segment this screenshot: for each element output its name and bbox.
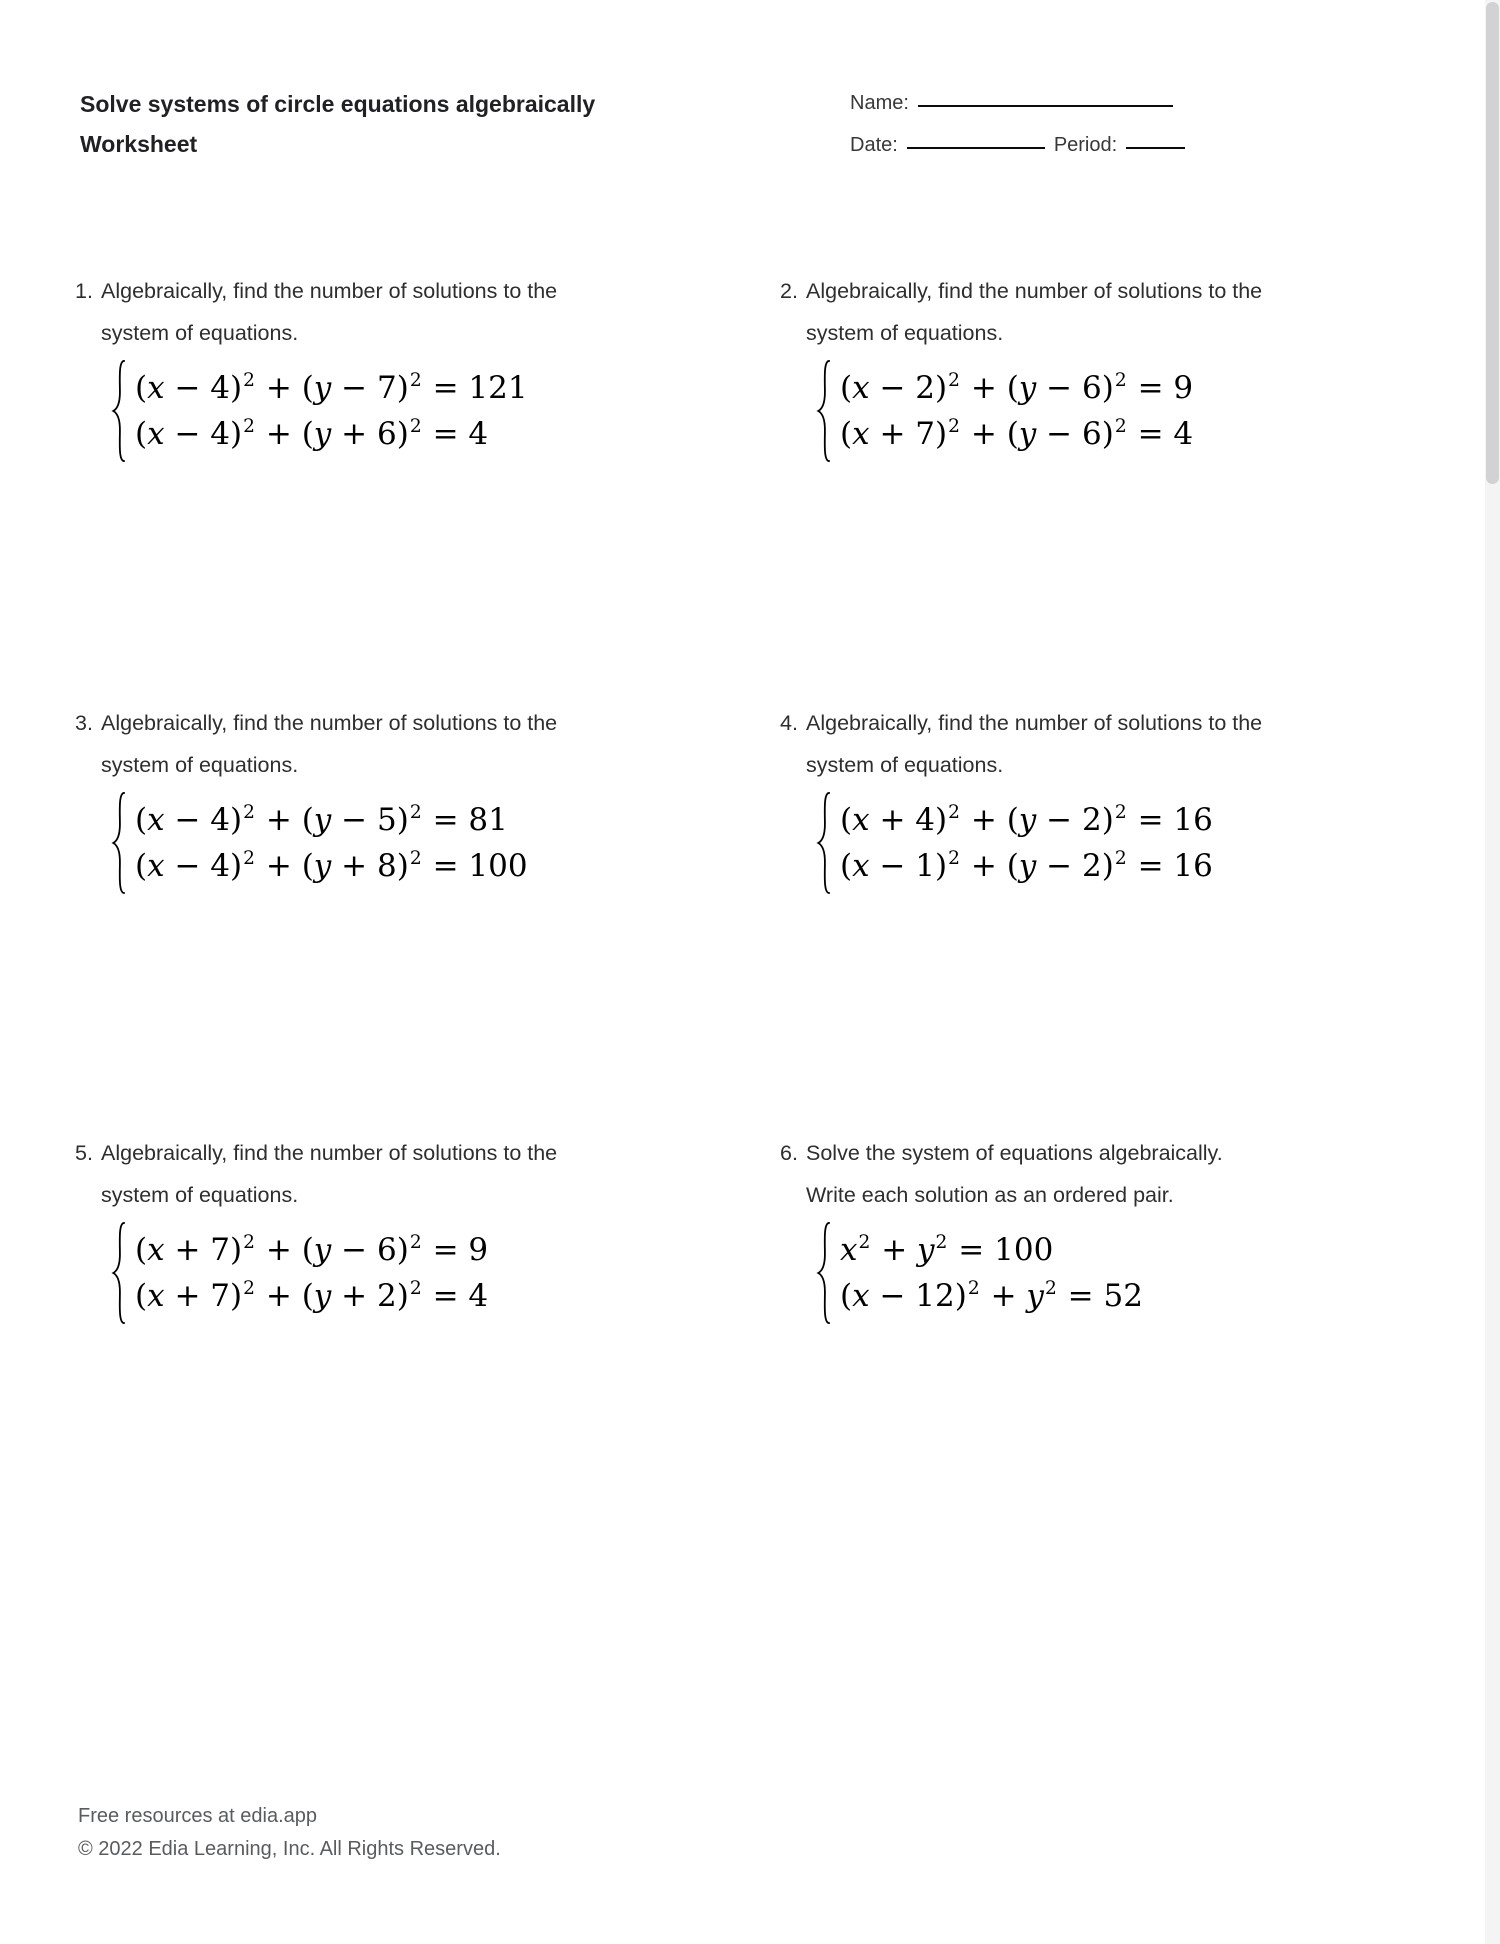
equation-line-1: $(x - 2)^2 + (y - 6)^2 = 9$ (840, 370, 1194, 406)
equation-line-2: $(x - 4)^2 + (y + 8)^2 = 100$ (135, 848, 528, 884)
equation-line-2: $(x - 4)^2 + (y + 6)^2 = 4$ (135, 416, 489, 452)
problem-5 (75, 1132, 635, 1328)
problem-prompt (780, 702, 1340, 786)
name-blank-line (918, 91, 1173, 107)
problem-prompt-line: system of equations. (806, 753, 1004, 777)
problem-1 (75, 270, 635, 466)
problem-prompt-line: system of equations. (101, 1183, 299, 1207)
problem-prompt-line: Solve the system of equations algebraically. (806, 1141, 1223, 1165)
problem-2 (780, 270, 1340, 466)
problem-number: 3. (75, 711, 93, 735)
problem-number: 6. (780, 1141, 798, 1165)
footer-resources-line: Free resources at edia.app (78, 1805, 318, 1827)
equation-line-1: $(x + 4)^2 + (y - 2)^2 = 16$ (840, 802, 1213, 838)
period-label: Period: (1053, 134, 1118, 156)
system-brace-icon (110, 1218, 127, 1328)
equation-system (110, 1218, 635, 1328)
title-block (80, 84, 595, 164)
date-field-row (850, 134, 1185, 157)
equation-system (815, 788, 1340, 898)
problem-4 (780, 702, 1340, 898)
problem-prompt (780, 1132, 1340, 1216)
worksheet-title: Solve systems of circle equations algebraically (80, 91, 596, 117)
equation-line-2: $(x - 12)^2 + y^2 = 52$ (840, 1278, 1143, 1314)
problem-number: 4. (780, 711, 798, 735)
period-blank-line (1126, 133, 1185, 149)
date-label: Date: (850, 134, 898, 156)
system-brace-icon (815, 356, 832, 466)
problem-prompt-line: Algebraically, find the number of solutions to the (101, 279, 558, 303)
equation-system (815, 1218, 1340, 1328)
problem-prompt-line: Algebraically, find the number of solutions to the (101, 711, 558, 735)
name-field-row (850, 92, 1173, 115)
problem-prompt-line: Algebraically, find the number of solutions to the (806, 711, 1263, 735)
equation-line-2: $(x - 1)^2 + (y - 2)^2 = 16$ (840, 848, 1213, 884)
system-brace-icon (110, 356, 127, 466)
problem-prompt-line: Algebraically, find the number of solutions to the (806, 279, 1263, 303)
system-brace-icon (815, 788, 832, 898)
equation-line-2: $(x + 7)^2 + (y - 6)^2 = 4$ (840, 416, 1194, 452)
problem-prompt (75, 702, 635, 786)
problem-prompt-line: Algebraically, find the number of solutions to the (101, 1141, 558, 1165)
worksheet-subtitle: Worksheet (80, 131, 198, 157)
equation-line-1: $(x - 4)^2 + (y - 7)^2 = 121$ (135, 370, 528, 406)
problem-number: 2. (780, 279, 798, 303)
scrollbar-track[interactable] (1485, 0, 1500, 1944)
system-brace-icon (110, 788, 127, 898)
equation-line-2: $(x + 7)^2 + (y + 2)^2 = 4$ (135, 1278, 489, 1314)
problem-prompt-line: system of equations. (806, 321, 1004, 345)
problem-prompt (75, 270, 635, 354)
name-label: Name: (850, 92, 909, 114)
footer (78, 1800, 501, 1866)
scrollbar-thumb[interactable] (1486, 2, 1499, 484)
problem-prompt-line: Write each solution as an ordered pair. (806, 1183, 1174, 1207)
equation-line-1: $(x + 7)^2 + (y - 6)^2 = 9$ (135, 1232, 489, 1268)
equation-system (110, 788, 635, 898)
problem-prompt (780, 270, 1340, 354)
problem-6 (780, 1132, 1340, 1328)
problem-number: 1. (75, 279, 93, 303)
equation-line-1: $x^2 + y^2 = 100$ (840, 1232, 1054, 1268)
system-brace-icon (815, 1218, 832, 1328)
equation-system (815, 356, 1340, 466)
problem-number: 5. (75, 1141, 93, 1165)
equation-line-1: $(x - 4)^2 + (y - 5)^2 = 81$ (135, 802, 508, 838)
problem-prompt-line: system of equations. (101, 321, 299, 345)
footer-copyright-line: © 2022 Edia Learning, Inc. All Rights Reserved. (78, 1838, 501, 1860)
problem-prompt (75, 1132, 635, 1216)
problem-prompt-line: system of equations. (101, 753, 299, 777)
equation-system (110, 356, 635, 466)
date-blank-line (907, 133, 1045, 149)
problem-3 (75, 702, 635, 898)
